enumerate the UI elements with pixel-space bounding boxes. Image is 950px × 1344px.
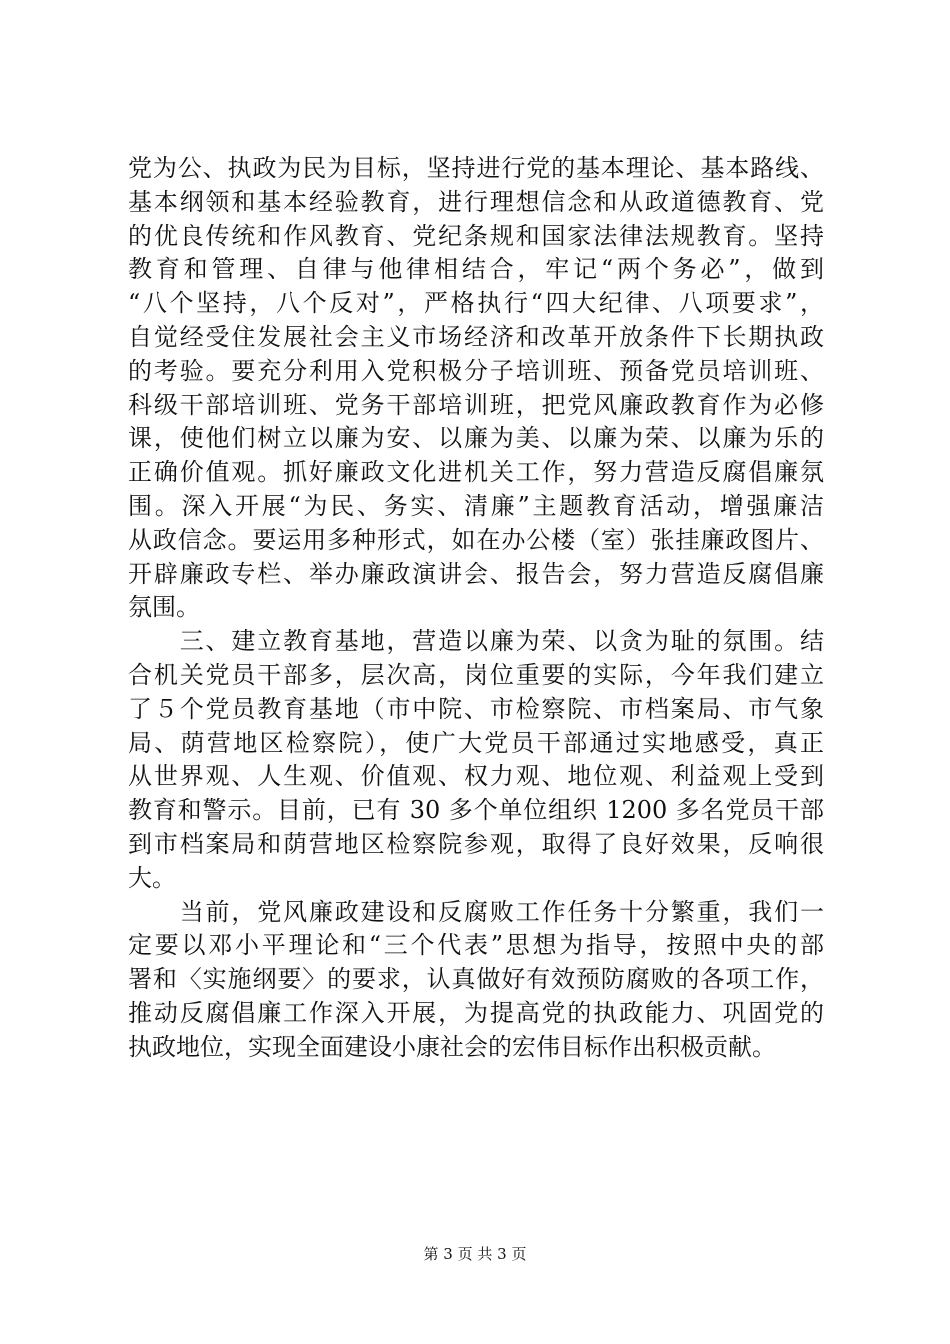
text-line: 教育和警示。目前，已有 30 多个单位组织 1200 多名党员干部 [128,796,824,825]
text-line: 氛围。 [128,593,200,622]
text-line: 正确价值观。抓好廉政文化进机关工作，努力营造反腐倡廉氛 [128,458,824,487]
text-line: 当前，党风廉政建设和反腐败工作任务十分繁重，我们一 [128,897,824,926]
text-line: 开辟廉政专栏、举办廉政演讲会、报告会，努力营造反腐倡廉 [128,559,824,588]
text-line: 署和〈实施纲要〉的要求，认真做好有效预防腐败的各项工作， [128,965,824,994]
text-line: 合机关党员干部多，层次高，岗位重要的实际，今年我们建立 [128,660,824,689]
text-line: 大。 [128,863,176,892]
text-line: 党为公、执政为民为目标，坚持进行党的基本理论、基本路线、 [128,154,824,182]
text-line: 基本纲领和基本经验教育，进行理想信念和从政道德教育、党 [128,187,824,216]
text-line: 推动反腐倡廉工作深入开展，为提高党的执政能力、巩固党的 [128,998,824,1027]
text-line: 从政信念。要运用多种形式，如在办公楼（室）张挂廉政图片、 [128,525,824,554]
text-line: 的优良传统和作风教育、党纪条规和国家法律法规教育。坚持 [128,221,824,250]
text-line: 了５个党员教育基地（市中院、市检察院、市档案局、市气象 [128,694,824,723]
text-line: 科级干部培训班、党务干部培训班，把党风廉政教育作为必修 [128,390,824,419]
text-line: 教育和管理、自律与他律相结合，牢记“两个务必”，做到 [128,255,824,284]
page-footer [0,1244,950,1264]
page-number-label: 第 3 页 共 3 页 [423,1245,527,1263]
text-line: 局、荫营地区检察院），使广大党员干部通过实地感受，真正 [128,728,824,757]
text-line: 定要以邓小平理论和“三个代表”思想为指导，按照中央的部 [128,931,824,960]
text-line: “八个坚持，八个反对”，严格执行“四大纪律、八项要求”， [128,289,824,318]
text-line: 执政地位，实现全面建设小康社会的宏伟目标作出积极贡献。 [128,1032,776,1061]
text-line: 三、建立教育基地，营造以廉为荣、以贪为耻的氛围。结 [128,627,824,656]
text-line: 的考验。要充分利用入党积极分子培训班、预备党员培训班、 [128,356,824,385]
text-line: 从世界观、人生观、价值观、权力观、地位观、利益观上受到 [128,762,824,791]
text-line: 课，使他们树立以廉为安、以廉为美、以廉为荣、以廉为乐的 [128,424,824,453]
text-line: 到市档案局和荫营地区检察院参观，取得了良好效果，反响很 [128,829,824,858]
text-line: 围。深入开展“为民、务实、清廉”主题教育活动，增强廉洁 [128,491,824,520]
document-body [128,152,824,1065]
text-line: 自觉经受住发展社会主义市场经济和改革开放条件下长期执政 [128,322,824,351]
